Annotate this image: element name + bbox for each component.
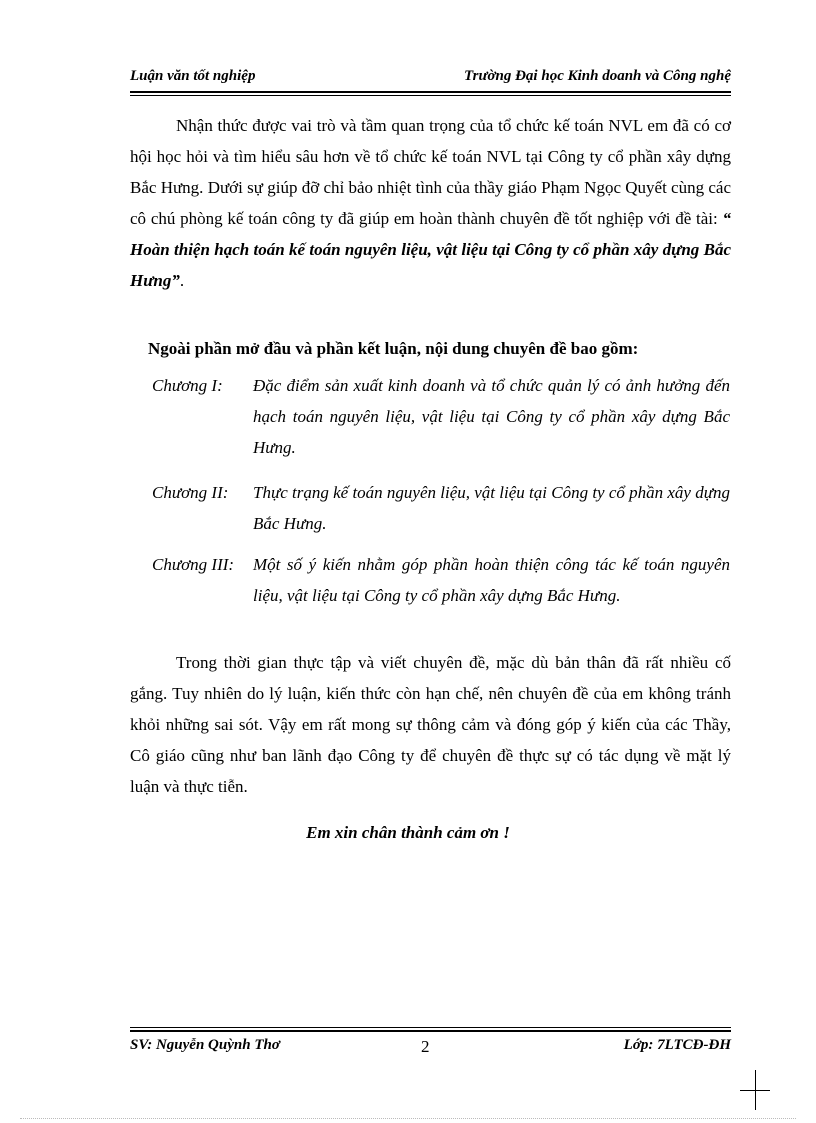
page-edge-dotted-line [20, 1118, 796, 1119]
crop-mark-horizontal [740, 1090, 770, 1091]
closing-paragraph: Trong thời gian thực tập và viết chuyên đề, mặc dù bản thân đã rất nhiều cố gắng. Tuy nhiên do lý luận, kiến thức còn hạn chế, nên chuyên đề của em không tránh khỏi những sai sót. Vậy em rất mong sự thông cảm và đóng góp ý kiến của các Thầy, Cô giáo cũng như ban lãnh đạo Công ty để chuyên đề thực sự có tác dụng về mặt lý luận và thực tiễn. [130, 653, 731, 796]
page-number: 2 [421, 1037, 430, 1056]
chapter-label: Chương I: [152, 376, 223, 395]
chapter-description: Thực trạng kế toán nguyên liệu, vật liệu tại Công ty cổ phần xây dựng Bắc Hưng. [253, 483, 730, 533]
header-rule-thin [130, 95, 731, 96]
intro-paragraph [130, 110, 731, 296]
chapter-item [152, 477, 730, 539]
footer-student-name: SV: Nguyễn Quỳnh Thơ [130, 1037, 280, 1053]
chapter-label: Chương II: [152, 483, 229, 502]
chapter-item [152, 549, 730, 611]
contents-title: Ngoài phần mở đầu và phần kết luận, nội dung chuyên đề bao gồm: [148, 339, 639, 358]
thanks-line: Em xin chân thành cảm ơn ! [306, 823, 510, 842]
footer-rule-thin [130, 1027, 731, 1028]
chapter-label: Chương III: [152, 555, 235, 574]
chapter-item [152, 370, 730, 463]
footer-rule-thick [130, 1030, 731, 1032]
header-rule-thick [130, 91, 731, 93]
intro-text: Nhận thức được vai trò và tầm quan trọng của tổ chức kế toán NVL em đã có cơ hội học hỏi và tìm hiểu sâu hơn về tổ chức kế toán NVL tại Công ty cổ phần xây dựng Bắc Hưng. Dưới sự giúp đỡ chỉ bảo nhiệt tình của thầy giáo Phạm Ngọc Quyết cùng các cô chú phòng kế toán công ty đã giúp em hoàn thành chuyên đề tốt nghiệp với đề tài: [130, 116, 731, 228]
footer-class-code: Lớp: 7LTCĐ-ĐH [623, 1037, 731, 1053]
page-header [130, 68, 731, 90]
chapter-description: Đặc điểm sản xuất kinh doanh và tổ chức quản lý có ảnh hưởng đến hạch toán nguyên liệu, vật liệu tại Công ty cổ phần xây dựng Bắc Hưng. [253, 376, 730, 457]
header-thesis-label: Luận văn tốt nghiệp [130, 68, 256, 84]
intro-end: . [179, 271, 185, 290]
chapter-description: Một số ý kiến nhằm góp phần hoàn thiện công tác kế toán nguyên liệu, vật liệu tại Công ty cổ phần xây dựng Bắc Hưng. [253, 555, 730, 605]
thesis-topic: “ Hoàn thiện hạch toán kế toán nguyên liệu, vật liệu tại Công ty cổ phần xây dựng Bắc Hưng” [130, 209, 731, 290]
header-university-name: Trường Đại học Kinh doanh và Công nghệ [464, 68, 731, 84]
page-footer [130, 1037, 731, 1059]
